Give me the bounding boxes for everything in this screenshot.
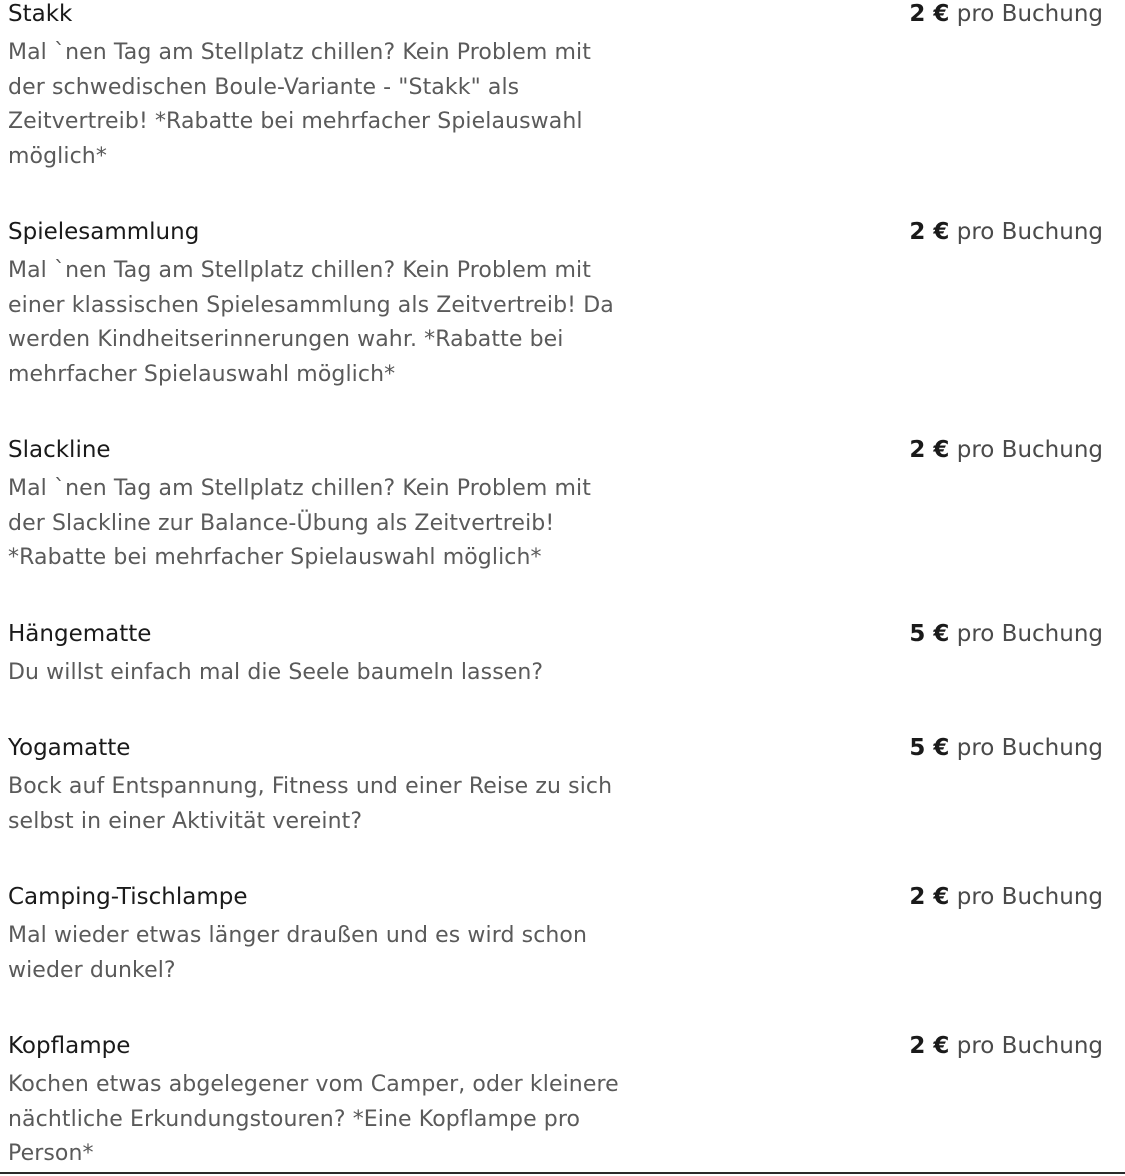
item-description: Bock auf Entspannung, Fitness und einer Reise zu sich selbst in einer Aktivität vereint? [8, 774, 613, 834]
price-unit: pro Buchung [956, 884, 1103, 910]
price-unit: pro Buchung [956, 437, 1103, 463]
item-title: Spielesammlung [8, 219, 200, 245]
item-price [909, 883, 1103, 911]
item-title: Yogamatte [8, 735, 131, 761]
price-amount: 2 € [909, 437, 950, 463]
item-price [909, 1032, 1103, 1060]
price-amount: 5 € [909, 621, 950, 647]
price-unit: pro Buchung [956, 735, 1103, 761]
price-amount: 2 € [909, 884, 950, 910]
item-title: Camping-Tischlampe [8, 884, 248, 910]
item-price [909, 0, 1103, 28]
item-title: Stakk [8, 1, 73, 27]
price-amount: 2 € [909, 1, 950, 27]
price-unit: pro Buchung [956, 1, 1103, 27]
price-amount: 5 € [909, 735, 950, 761]
item-price [909, 218, 1103, 246]
item-description: Mal `nen Tag am Stellplatz chillen? Kein Problem mit einer klassischen Spielesammlung als Zeitvertreib! Da werden Kindheitserinnerungen wahr. *Rabatte bei mehrfacher Spielauswahl möglich* [8, 258, 614, 388]
price-amount: 2 € [909, 219, 950, 245]
item-description: Mal `nen Tag am Stellplatz chillen? Kein Problem mit der schwedischen Boule-Variante - "Stakk" als Zeitvertreib! *Rabatte bei mehrfacher Spielauswahl möglich* [8, 40, 591, 170]
price-unit: pro Buchung [956, 621, 1103, 647]
item-description: Mal `nen Tag am Stellplatz chillen? Kein Problem mit der Slackline zur Balance-Übung als Zeitvertreib! *Rabatte bei mehrfacher Spielauswahl möglich* [8, 476, 591, 571]
item-price [909, 620, 1103, 648]
item-title: Slackline [8, 437, 111, 463]
price-amount: 2 € [909, 1033, 950, 1059]
item-price [909, 436, 1103, 464]
bottom-divider [0, 1172, 1125, 1174]
item-description: Du willst einfach mal die Seele baumeln lassen? [8, 660, 544, 685]
item-description: Mal wieder etwas länger draußen und es wird schon wieder dunkel? [8, 923, 588, 983]
item-title: Hängematte [8, 621, 152, 647]
item-price [909, 734, 1103, 762]
price-unit: pro Buchung [956, 1033, 1103, 1059]
item-title: Kopflampe [8, 1033, 131, 1059]
item-description: Kochen etwas abgelegener vom Camper, oder kleinere nächtliche Erkundungstouren? *Eine Kopflampe pro Person* [8, 1072, 619, 1167]
price-unit: pro Buchung [956, 219, 1103, 245]
